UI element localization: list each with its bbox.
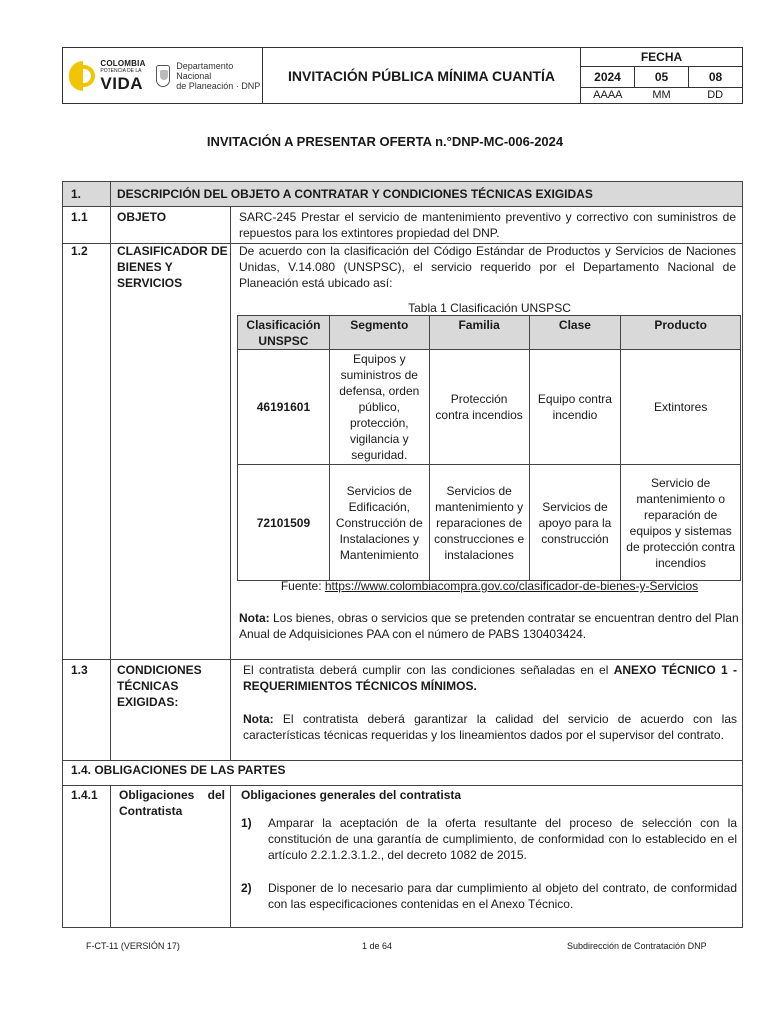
col-header-clase: Clase: [529, 316, 621, 350]
obligations-heading: Obligaciones generales del contratista: [241, 788, 462, 802]
date-month-format: MM: [652, 89, 671, 101]
footer-page-number: 1 de 64: [362, 941, 393, 951]
cell-producto: Extintores: [621, 350, 741, 465]
colombia-logo-text: COLOMBIA POTENCIA DE LA VIDA: [100, 58, 146, 93]
date-values: [581, 66, 742, 88]
cell-producto: Servicio de mantenimiento o reparación de equipos y sistemas de protección contra incendios: [621, 465, 741, 581]
cell-segmento: Equipos y suministros de defensa, orden público, protección, vigilancia y seguridad.: [329, 350, 429, 465]
header-date: [581, 48, 742, 103]
row-1-2-text: De acuerdo con la clasificación del Código Estándar de Productos y Servicios de Naciones Unidas, V.14.080 (UNSPSC), el servicio requerido por el Departamento Nacional de Planeación está ubicado así:: [239, 244, 736, 290]
colombia-logo-icon: [69, 57, 94, 95]
footer-office: Subdirección de Contratación DNP: [567, 941, 707, 951]
col-header-producto: Producto: [621, 316, 741, 350]
coat-of-arms-icon: [156, 65, 171, 87]
cell-clase: Equipo contra incendio: [529, 350, 621, 465]
section-1-4-title: 1.4. OBLIGACIONES DE LAS PARTES: [71, 763, 286, 777]
obligation-item: Amparar la aceptación de la oferta resultante del proceso de selección con la constitución de una garantía de cumplimiento, de conformidad con lo establecido en el artículo 2.2.1.2.3.1.2., del decreto 1082 de 2015.: [268, 816, 737, 862]
section-1-title: DESCRIPCIÓN DEL OBJETO A CONTRATAR Y CONDICIONES TÉCNICAS EXIGIDAS: [117, 187, 593, 201]
document-header: [62, 47, 743, 104]
row-1-4-1-label: Obligaciones del Contratista: [119, 788, 225, 818]
cell-familia: Protección contra incendios: [429, 350, 529, 465]
col-header-segmento: Segmento: [329, 316, 429, 350]
date-year-format: AAAA: [593, 89, 623, 101]
source-link[interactable]: https://www.colombiacompra.gov.co/clasificador-de-bienes-y-Servicios: [324, 579, 699, 593]
row-1-1-text: SARC-245 Prestar el servicio de mantenimiento preventivo y correctivo con suministros de repuestos para los extintores propiedad del DNP.: [239, 210, 736, 240]
date-day: 08: [708, 70, 723, 84]
row-1-1-label: OBJETO: [117, 210, 167, 224]
row-1-3-note: Nota: El contratista deberá garantizar la calidad del servicio de acuerdo con las características técnicas requeridas y los lineamientos dados por el supervisor del contrato.: [243, 712, 737, 742]
obligation-number: 2): [241, 881, 252, 895]
obligation-item: Disponer de lo necesario para dar cumplimiento al objeto del contrato, de conformidad con las especificaciones contenidas en el Anexo Técnico.: [268, 881, 737, 911]
table-row: [238, 350, 741, 465]
row-1-4-1-number: 1.4.1: [71, 788, 98, 802]
section-1-header: [63, 182, 742, 207]
row-1-3-label: CONDICIONES TÉCNICAS EXIGIDAS:: [117, 663, 202, 709]
content-table: [62, 181, 743, 928]
cell-clase: Servicios de apoyo para la construcción: [529, 465, 621, 581]
table-row: [238, 465, 741, 581]
table-caption: Tabla 1 Clasificación UNSPSC: [408, 301, 571, 315]
cell-segmento: Servicios de Edificación, Construcción de Instalaciones y Mantenimiento: [329, 465, 429, 581]
row-1-1-number: 1.1: [71, 210, 88, 224]
document-title: INVITACIÓN A PRESENTAR OFERTA n.°DNP-MC-006-2024: [206, 134, 564, 149]
cell-code: 72101509: [238, 465, 330, 581]
date-year: 2024: [581, 67, 635, 87]
unspsc-table-header: [238, 316, 741, 350]
section-1-number: 1.: [71, 187, 82, 201]
table-source: Fuente: https://www.colombiacompra.gov.co/clasificador-de-bienes-y-Servicios: [280, 579, 699, 593]
row-1-3-text: El contratista deberá cumplir con las condiciones señaladas en el ANEXO TÉCNICO 1 - REQUERIMIENTOS TÉCNICOS MÍNIMOS.: [243, 663, 737, 693]
logo-area: [63, 48, 263, 103]
dnp-logo-text: Departamento Nacional de Planeación · DNP: [176, 60, 261, 91]
col-header-clasificacion: Clasificación UNSPSC: [238, 316, 330, 350]
row-1-3-number: 1.3: [71, 663, 88, 677]
date-format: [581, 88, 742, 103]
row-1-2-number: 1.2: [71, 244, 88, 258]
footer-form-code: F-CT-11 (VERSIÓN 17): [86, 941, 180, 951]
cell-code: 46191601: [238, 350, 330, 465]
col-header-familia: Familia: [429, 316, 529, 350]
obligation-number: 1): [241, 816, 252, 830]
date-day-format: DD: [707, 89, 724, 101]
header-title: INVITACIÓN PÚBLICA MÍNIMA CUANTÍA: [263, 48, 581, 103]
row-1-2-note: Nota: Los bienes, obras o servicios que se pretenden contratar se encuentran dentro del Plan Anual de Adquisiciones PAA con el número de PABS 130403424.: [239, 611, 739, 641]
date-month: 05: [635, 67, 689, 87]
row-1-2-label: CLASIFICADOR DE BIENES Y SERVICIOS: [117, 244, 228, 290]
cell-familia: Servicios de mantenimiento y reparaciones de construcciones e instalaciones: [429, 465, 529, 581]
date-label: FECHA: [640, 50, 683, 64]
unspsc-table: [237, 315, 741, 581]
